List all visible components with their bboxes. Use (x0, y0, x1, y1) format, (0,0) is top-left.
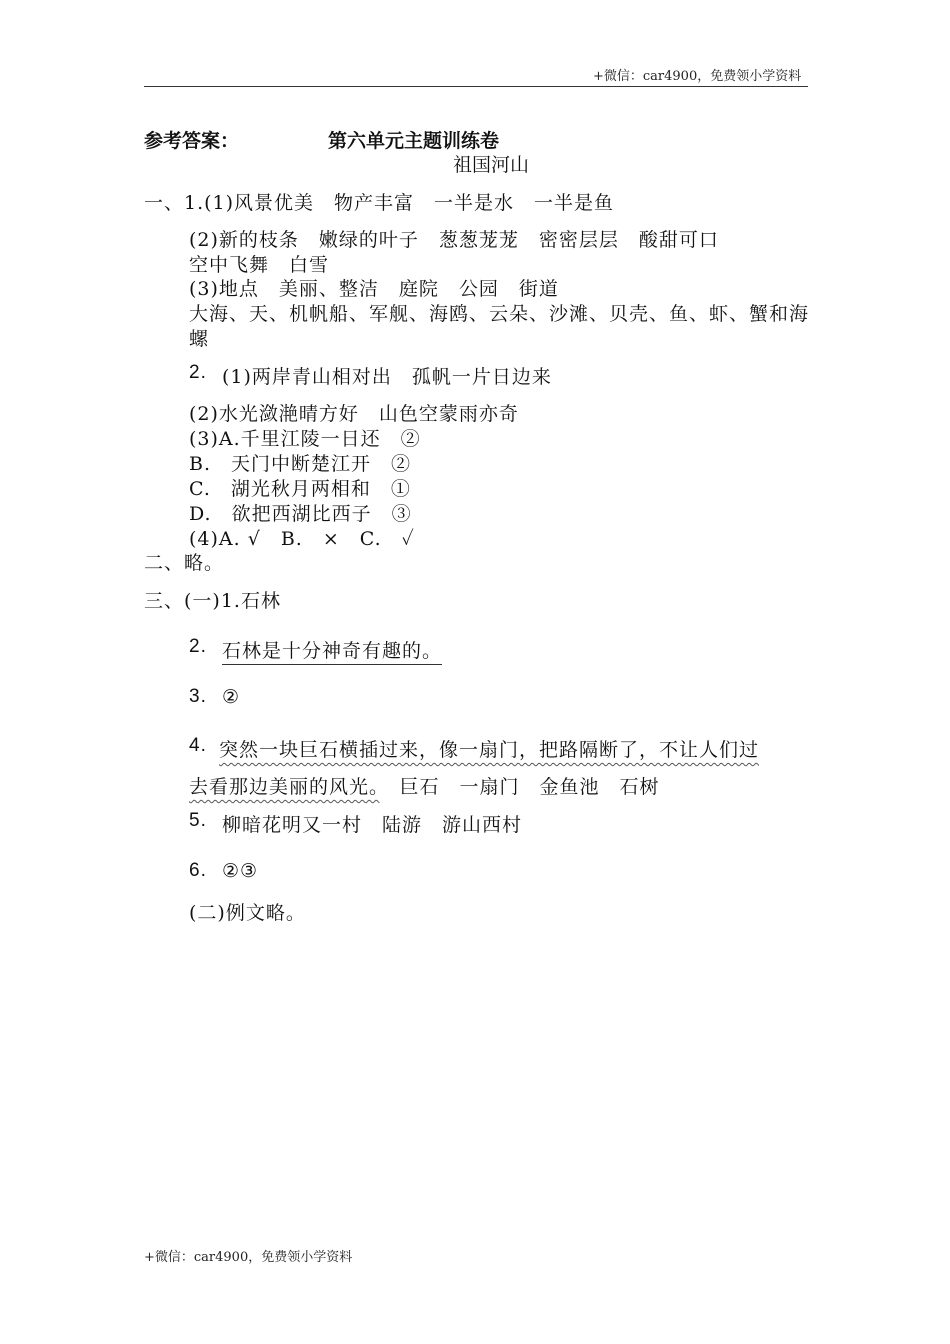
answer-1-3c: 螺 (189, 328, 210, 350)
answer-1-2a: (2)新的枝条 嫩绿的叶子 葱葱茏茏 密密层层 酸甜可口 (189, 229, 719, 251)
answer-3-4-line1 (219, 735, 759, 762)
answer-2-3c: C. 湖光秋月两相和 ① (189, 478, 411, 500)
answer-1-2b: 空中飞舞 白雪 (189, 254, 330, 276)
answer-3-4-line2 (189, 772, 660, 799)
answer-3-part2: (二)例文略。 (189, 902, 306, 924)
answer-3-2 (222, 636, 442, 663)
section-2: 二、略。 (144, 552, 225, 574)
answer-3-1: 三、(一)1.石林 (144, 590, 281, 612)
unit-title: 第六单元主题训练卷 (328, 130, 500, 152)
wavy-underline-sentence-2: 去看那边美丽的风光。 (189, 776, 380, 798)
answer-2-3: (3)A.千里江陵一日还 ② (189, 428, 421, 450)
answer-3-6: ②③ (222, 860, 259, 882)
answer-1-3a: (3)地点 美丽、整洁 庭院 公园 街道 (189, 278, 559, 300)
underlined-sentence: 石林是十分神奇有趣的。 (222, 640, 442, 665)
header-divider (144, 86, 808, 87)
answer-2-1: (1)两岸青山相对出 孤帆一片日边来 (222, 366, 552, 388)
answer-2-4: (4)A. √ B. × C. ✓ (189, 528, 415, 550)
answer-3-4-keywords: 巨石 一扇门 金鱼池 石树 (379, 776, 660, 798)
answer-2-3b: B. 天门中断楚江开 ② (189, 453, 412, 475)
answer-3-2-number: 2. (189, 636, 207, 657)
answer-3-3: ② (222, 686, 241, 708)
answer-label: 参考答案： (144, 130, 240, 152)
answer-3-5: 柳暗花明又一村 陆游 游山西村 (222, 814, 523, 836)
answer-3-5-number: 5. (189, 810, 207, 831)
answer-3-3-number: 3. (189, 686, 207, 707)
answer-2-number: 2. (189, 362, 207, 383)
answer-3-6-number: 6. (189, 860, 207, 881)
wavy-underline-sentence-1: 突然一块巨石横插过来，像一扇门，把路隔断了，不让人们过 (219, 739, 760, 761)
page-footer: +微信：car4900，免费领小学资料 (144, 1250, 353, 1265)
answer-2-2: (2)水光潋滟晴方好 山色空蒙雨亦奇 (189, 403, 519, 425)
answer-1-3b: 大海、天、机帆船、军舰、海鸥、云朵、沙滩、贝壳、鱼、虾、蟹和海 (189, 303, 810, 325)
answer-1-1: 一、1.(1)风景优美 物产丰富 一半是水 一半是鱼 (144, 192, 615, 214)
answer-3-4-number: 4. (189, 735, 207, 756)
unit-subtitle: 祖国河山 (453, 154, 530, 176)
page-header: +微信：car4900，免费领小学资料 (593, 69, 802, 84)
answer-2-3d: D. 欲把西湖比西子 ③ (189, 503, 412, 525)
